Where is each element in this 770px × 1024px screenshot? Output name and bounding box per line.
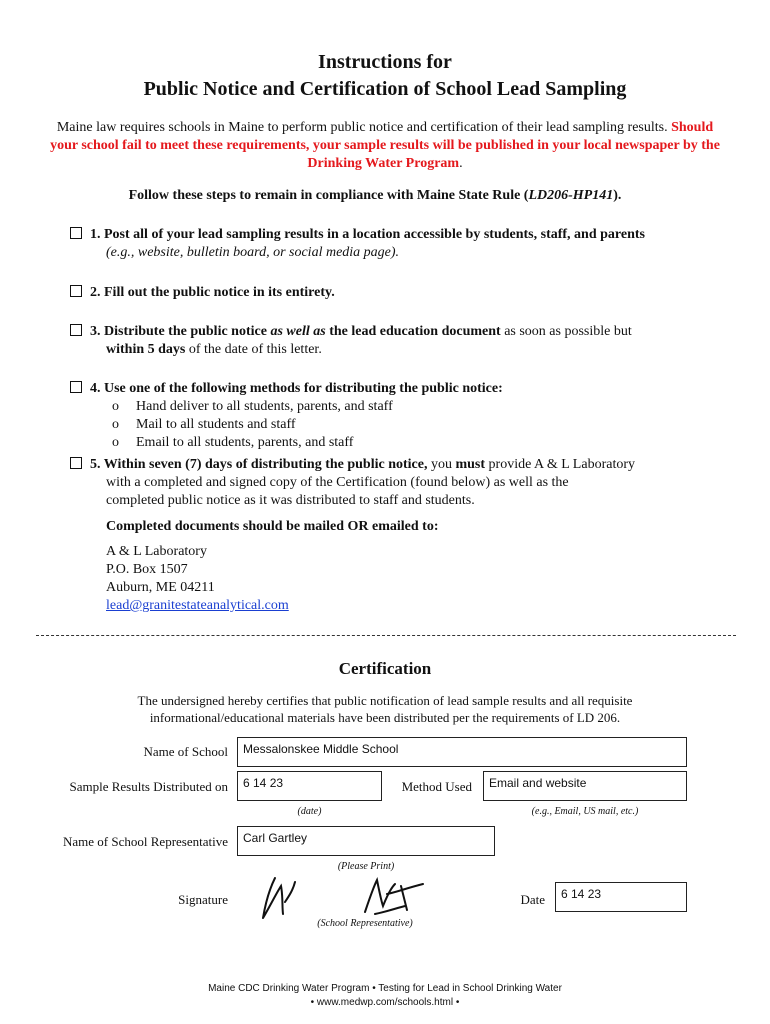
method-used-label: Method Used <box>401 779 472 794</box>
step-5-text-b: you <box>430 457 452 472</box>
step-3-text-c: the lead education document <box>329 324 501 339</box>
school-name-label: Name of School <box>143 744 228 759</box>
email-link[interactable]: lead@granitestateanalytical.com <box>106 598 289 613</box>
footer-line-2: • www.medwp.com/schools.html • <box>310 997 460 1008</box>
handwritten-signature <box>255 872 435 922</box>
step-4-text: 4. Use one of the following methods for distributing the public notice: <box>90 381 503 396</box>
page-title <box>0 49 770 103</box>
certification-title: Certification <box>338 659 432 678</box>
date-label: Date <box>520 892 545 907</box>
step-2 <box>70 284 720 302</box>
representative-name-field[interactable]: Carl Gartley <box>237 826 495 856</box>
step-5-line-2: with a completed and signed copy of the Certification (found below) as well as the <box>106 475 569 490</box>
method-option-2: Mail to all students and staff <box>136 417 296 432</box>
footer-line-1: Maine CDC Drinking Water Program • Testing for Lead in School Drinking Water <box>208 983 562 994</box>
signature-label: Signature <box>178 892 228 907</box>
method-hint: (e.g., Email, US mail, etc.) <box>531 806 639 817</box>
intro-paragraph: Maine law requires schools in Maine to perform public notice and certification of their lead sampling results. Should your school fail to meet these requirements, your sample results will be published in your local newspaper by the Drinking Water Program. <box>50 120 720 171</box>
bullet-marker: o <box>112 435 119 450</box>
distributed-on-label: Sample Results Distributed on <box>69 779 228 794</box>
step-3-text-a: 3. Distribute the public notice <box>90 324 267 339</box>
title-line-1: Instructions for <box>318 51 452 73</box>
page-footer <box>0 982 770 1010</box>
rule-code: LD206-HP141 <box>528 188 614 203</box>
print-hint: (Please Print) <box>337 861 395 872</box>
method-option-3: Email to all students, parents, and staff <box>136 435 354 450</box>
step-5-text-c: must <box>455 457 486 472</box>
step-1 <box>70 226 720 262</box>
step-1-example: (e.g., website, bulletin board, or social media page). <box>106 245 400 260</box>
checkbox-step-1[interactable] <box>70 227 82 239</box>
follow-prefix: Follow these steps to remain in compliance with Maine State Rule ( <box>128 188 529 203</box>
mail-heading: Completed documents should be mailed OR emailed to: <box>106 519 439 534</box>
signature-date-field[interactable]: 6 14 23 <box>555 882 687 912</box>
intro-text: Maine law requires schools in Maine to perform public notice and certification of their lead sampling results. <box>56 120 668 135</box>
school-name-field[interactable]: Messalonskee Middle School <box>237 737 687 767</box>
follow-suffix: ). <box>613 188 622 203</box>
signature-area[interactable] <box>255 872 435 922</box>
step-5-text-a: 5. Within seven (7) days of distributing the public notice, <box>90 457 428 472</box>
step-3-text-f: of the date of this letter. <box>188 342 322 357</box>
lab-name: A & L Laboratory <box>106 544 207 559</box>
step-3-text-b: as well as <box>270 324 326 339</box>
list-item <box>112 416 393 434</box>
representative-label: Name of School Representative <box>63 834 228 849</box>
follow-steps-heading <box>0 188 750 204</box>
step-2-text: 2. Fill out the public notice in its entirety. <box>90 285 335 300</box>
bullet-marker: o <box>112 417 119 432</box>
step-4 <box>70 380 720 398</box>
step-5-line-3: completed public notice as it was distributed to staff and students. <box>106 493 475 508</box>
mailing-address <box>106 543 289 615</box>
step-3-text-e: within 5 days <box>106 342 186 357</box>
po-box: P.O. Box 1507 <box>106 562 188 577</box>
step-1-text: 1. Post all of your lead sampling results in a location accessible by students, staff, and parents <box>90 227 645 242</box>
list-item <box>112 398 393 416</box>
checkbox-step-2[interactable] <box>70 285 82 297</box>
warning-text: Should your school fail to meet these requirements, your sample results will be published in your local newspaper by the Drinking Water Program <box>50 120 720 171</box>
cut-line-divider <box>36 635 736 636</box>
checkbox-step-5[interactable] <box>70 457 82 469</box>
method-option-1: Hand deliver to all students, parents, and staff <box>136 399 393 414</box>
list-item <box>112 434 393 452</box>
distributed-on-date-field[interactable]: 6 14 23 <box>237 771 382 801</box>
city-state-zip: Auburn, ME 04211 <box>106 580 215 595</box>
signature-hint: (School Representative) <box>317 918 413 929</box>
checkbox-step-3[interactable] <box>70 324 82 336</box>
step-5 <box>70 456 720 510</box>
method-used-field[interactable]: Email and website <box>483 771 687 801</box>
date-hint: (date) <box>297 806 322 817</box>
title-line-2: Public Notice and Certification of School Lead Sampling <box>143 78 627 100</box>
certification-statement: The undersigned hereby certifies that public notification of lead sample results and all requisite informational/educational materials have been distributed per the requirements of LD 206. <box>137 693 633 725</box>
checkbox-step-4[interactable] <box>70 381 82 393</box>
step-3 <box>70 323 720 359</box>
distribution-methods-list <box>112 398 393 452</box>
step-5-text-d: provide A & L Laboratory <box>488 457 635 472</box>
bullet-marker: o <box>112 399 119 414</box>
step-3-text-d: as soon as possible but <box>504 324 632 339</box>
